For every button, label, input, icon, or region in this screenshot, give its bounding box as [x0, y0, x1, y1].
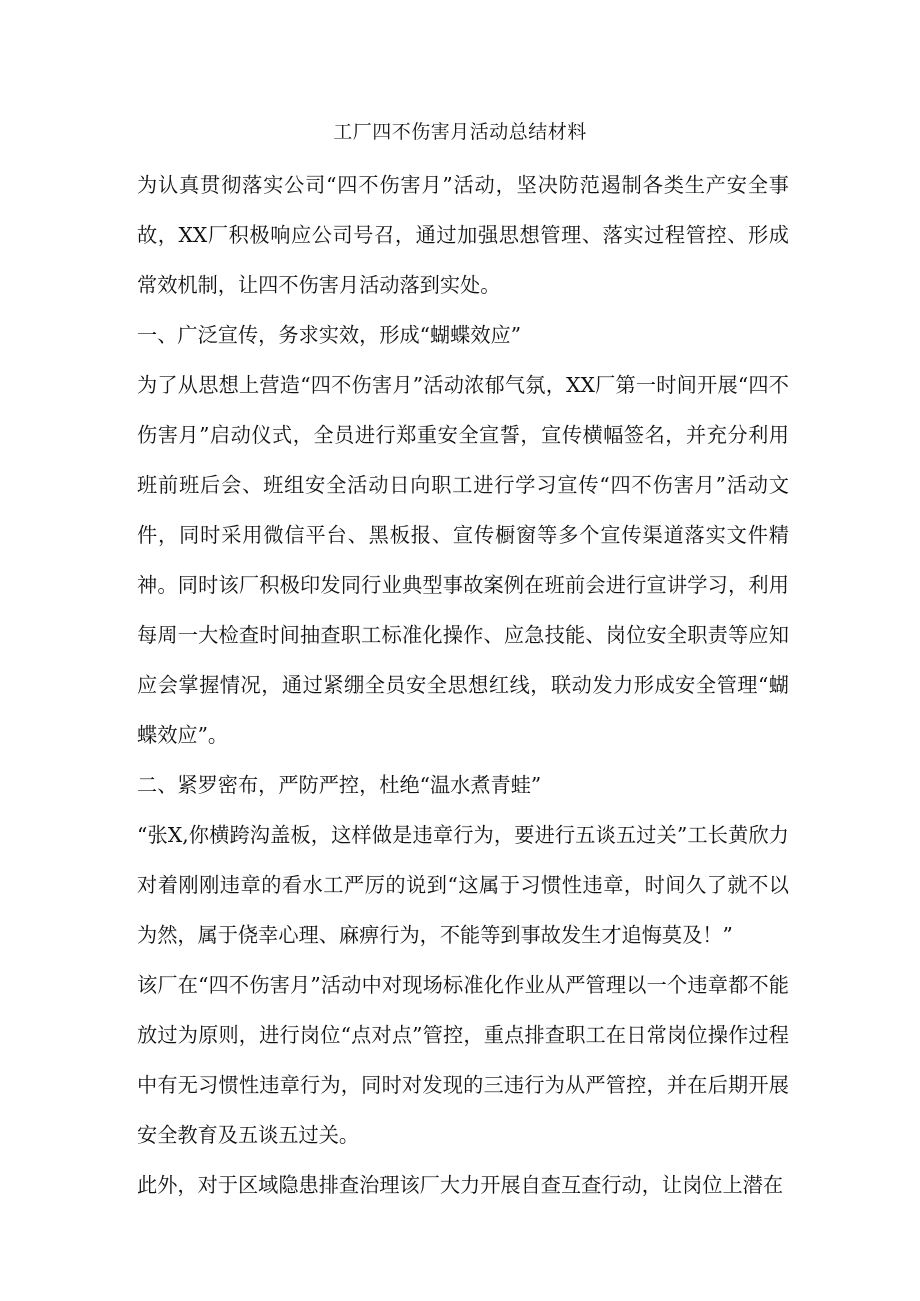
section-heading-1: 一、广泛宣传，务求实效，形成“蝴蝶效应” [137, 323, 522, 347]
section-2-paragraph: 该厂在“四不伤害月”活动中对现场标准化作业从严管理以一个违章都不能放过为原则，进行岗位“点对点”管控，重点排查职工在日常岗位操作过程中有无习惯性违章行为，同时对发现的三违行为从严管控，并在后期开展安全教育及五谈五过关。 [137, 973, 789, 1147]
document-title: 工厂四不伤害月活动总结材料 [333, 121, 587, 143]
intro-paragraph: 为认真贯彻落实公司“四不伤害月”活动，坚决防范遏制各类生产安全事故，XX厂积极响应公司号召，通过加强思想管理、落实过程管控、形成常效机制，让四不伤害月活动落到实处。 [137, 173, 789, 297]
section-1-paragraph: 为了从思想上营造“四不伤害月”活动浓郁气氛，XX厂第一时间开展“四不伤害月”启动仪式，全员进行郑重安全宣誓，宣传横幅签名，并充分利用班前班后会、班组安全活动日向职工进行学习宣传“四不伤害月”活动文件，同时采用微信平台、黑板报、宣传橱窗等多个宣传渠道落实文件精神。同时该厂积极印发同行业典型事故案例在班前会进行宣讲学习，利用每周一大检查时间抽查职工标准化操作、应急技能、岗位安全职责等应知应会掌握情况，通过紧绷全员安全思想红线，联动发力形成安全管理“蝴蝶效应”。 [137, 373, 789, 747]
section-heading-2: 二、紧罗密布，严防严控，杜绝“温水煮青蛙” [137, 773, 542, 797]
document-body [137, 160, 789, 1210]
closing-paragraph: 此外，对于区域隐患排查治理该厂大力开展自查互查行动，让岗位上潜在 [137, 1173, 784, 1197]
quote-paragraph: “张X,你横跨沟盖板，这样做是违章行为，要进行五谈五过关”工长黄欣力对着刚刚违章的看水工严厉的说到“这属于习惯性违章，时间久了就不以为然，属于侥幸心理、麻痹行为，不能等到事故发生才追悔莫及！” [137, 823, 789, 947]
